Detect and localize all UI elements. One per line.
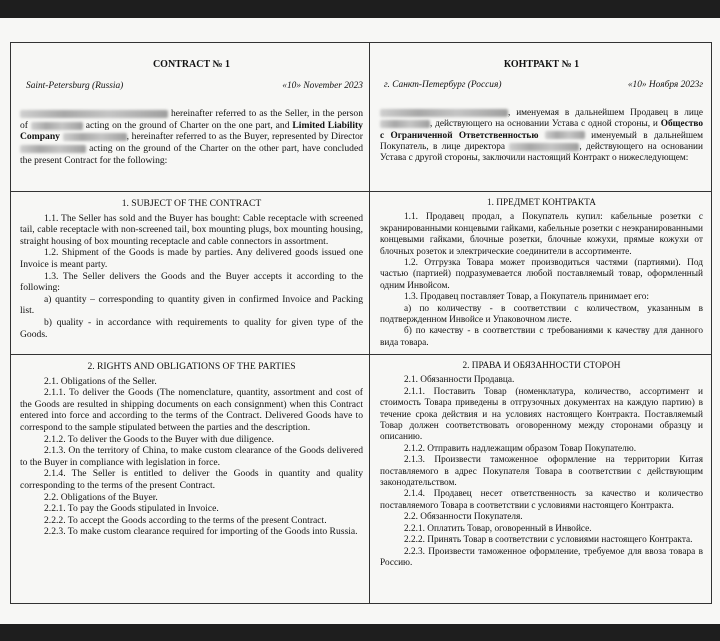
ru-section-2-heading: 2. ПРАВА И ОБЯЗАННОСТИ СТОРОН [462,361,621,371]
ru-clause-2-2: 2.2. Обязанности Покупателя. [404,512,523,523]
en-buyer-company-type: Limited Liability Company [20,119,363,143]
ru-contract-title: КОНТРАКТ № 1 [503,59,580,70]
en-clause-2-2-1: 2.2.1. To pay the Goods stipulated in Invoice. [44,503,219,515]
ru-clause-1-1: 1.1. Продавец продал, а Покупатель купил: кабельные розетки с экранированными концевыми гайками, кабельные розетки с неэкранированными концевыми гайками, блочные розетки, блочные кожухи, прямые кожухи от блочных розеток и электрические соединители в ассортименте. [380,212,703,257]
en-clause-1-3-a: a) quantity – corresponding to quantity given in confirmed Invoice and Packing list. [20,293,363,317]
ru-clause-2-2-2: 2.2.2. Принять Товар в соответствии с условиями настоящего Контракта. [404,535,693,546]
ru-clause-2-1-1: 2.1.1. Поставить Товар (номенклатура, количество, ассортимент и стоимость Товара приведены в отгрузочных документах на каждую партию) в течение срока действия и на условиях настоящего Контракта. Поставляемый Товар должен соответствовать оговоренному между сторонами образцу и описанию. [380,386,703,443]
ru-clause-2-1-2: 2.1.2. Отправить надлежащим образом Товар Покупателю. [404,443,637,454]
ru-clause-1-2: 1.2. Отгрузка Товара может производиться частями (партиями). Под частью (партией) подразумевается любой поставляемый товар, оформленный одним Инвойсом. [380,258,703,291]
redacted-seller-name [380,109,508,117]
ru-clause-2-2-1: 2.2.1. Оплатить Товар, оговоренный в Инвойсе. [404,523,592,534]
en-clause-2-1-2: 2.1.2. To deliver the Goods to the Buyer with due diligence. [44,433,274,445]
en-clause-2-1-4: 2.1.4. The Seller is entitled to deliver the Goods in quantity and quality corresponding to the terms of the present Contract. [20,468,363,491]
redacted-seller-representative [31,122,83,130]
en-preamble: hereinafter referred to as the Seller, in the person of acting on the ground of Charter on the one part, and Limited Liability Company , hereinafter referred to as the Buyer, represented by Director acting on the ground of the Charter on the other part, have concluded the present Contract for the following: [20,108,364,166]
document-page [0,18,720,624]
ru-clause-1-3: 1.3. Продавец поставляет Товар, а Покупатель принимает его: [404,292,649,303]
redacted-buyer-director [20,145,86,153]
redacted-seller-name [20,110,168,118]
en-section-1-heading: 1. SUBJECT OF THE CONTRACT [121,198,262,209]
ru-clause-1-3-a: а) по количеству - в соответствии с количеством, указанным в подтвержденном Инвойсе и Упаковочном листе. [380,303,703,326]
ru-place-date-line [384,80,703,91]
en-clause-2-2-2: 2.2.2. To accept the Goods according to the terms of the present Contract. [44,514,327,526]
en-clause-2-2: 2.2. Obligations of the Buyer. [44,491,158,503]
ru-clause-2-1: 2.1. Обязанности Продавца. [404,375,515,386]
en-section-2 [11,355,370,603]
ru-section-1-heading: 1. ПРЕДМЕТ КОНТРАКТА [486,198,597,208]
ru-clause-2-2-3: 2.2.3. Произвести таможенное оформление, требуемое для ввоза товара в Россию. [380,546,703,568]
redacted-buyer-name [63,133,127,141]
en-clause-1-3-b: b) quality - in accordance with requirements to quality for given type of the Goods. [20,316,363,340]
en-clause-1-2: 1.2. Shipment of the Goods is made by parties. Any delivered goods issued one Invoice is meant party. [20,247,363,270]
ru-date: «10» Ноября 2023г [627,80,703,91]
en-clause-1-1: 1.1. The Seller has sold and the Buyer has bought: Cable receptacle with screened tail, cable receptacle with non-screened tail, box mounting plugs, box mounting housing, straight housing of box mounting receptacle and cable connectors in assortment. [20,212,363,247]
en-place: Saint-Petersburg (Russia) [26,80,124,91]
ru-header-cell [370,43,711,192]
contract-table [10,42,712,604]
en-header-cell [11,43,370,192]
en-section-2-heading: 2. RIGHTS AND OBLIGATIONS OF THE PARTIES [87,361,296,372]
en-clause-1-3: 1.3. The Seller delivers the Goods and the Buyer accepts it according to the following: [20,270,363,294]
ru-clause-2-1-4: 2.1.4. Продавец несет ответственность за качество и количество поставляемого Товара в соответствии с условиями настоящего Контракта. [380,489,703,511]
ru-clause-2-1-3: 2.1.3. Произвести таможенное оформление на территории Китая поставляемого в адрес Покупателя Товара в соответствии с действующим законодательством. [380,455,703,489]
en-clause-2-2-3: 2.2.3. To make custom clearance required for importing of the Goods into Russia. [44,526,358,538]
redacted-seller-representative [380,120,430,128]
ru-place: г. Санкт-Петербург (Россия) [384,80,502,91]
redacted-buyer-director [509,143,579,151]
en-place-date-line [26,81,363,93]
ru-section-1 [370,192,711,355]
en-clause-2-1: 2.1. Obligations of the Seller. [44,375,157,387]
en-clause-2-1-3: 2.1.3. On the territory of China, to make custom clearance of the Goods delivered to the Buyer in compliance with legislation in force. [20,445,363,468]
en-clause-2-1-1: 2.1.1. To deliver the Goods (The nomenclature, quantity, assortment and cost of the Goods are resulted in shipping documents on each consignment) when this Contract entered into force and according to the terms of the Contract. Delivered Goods have to correspond to the sample stipulated between the parties and the description. [20,387,363,433]
ru-buyer-company-type: Общество с Ограниченной Ответственностью [380,119,704,141]
ru-clause-1-3-b: б) по качеству - в соответствии с требованиями к качеству для данного вида товара. [380,326,703,348]
en-date: «10» November 2023 [282,80,363,91]
redacted-buyer-name [545,131,585,139]
ru-preamble: , именуемая в дальнейшем Продавец в лице , действующего на основании Устава с одной стороны, и Общество с Ограниченной Ответственностью именуемый в дальнейшем Покупатель, в лице директора , действующего на основании Устава с другой стороны, заключили настоящий Контракт о нижеследующем: [380,107,704,164]
en-contract-title: CONTRACT № 1 [152,59,231,70]
en-section-1 [11,192,370,355]
ru-section-2 [370,355,711,603]
